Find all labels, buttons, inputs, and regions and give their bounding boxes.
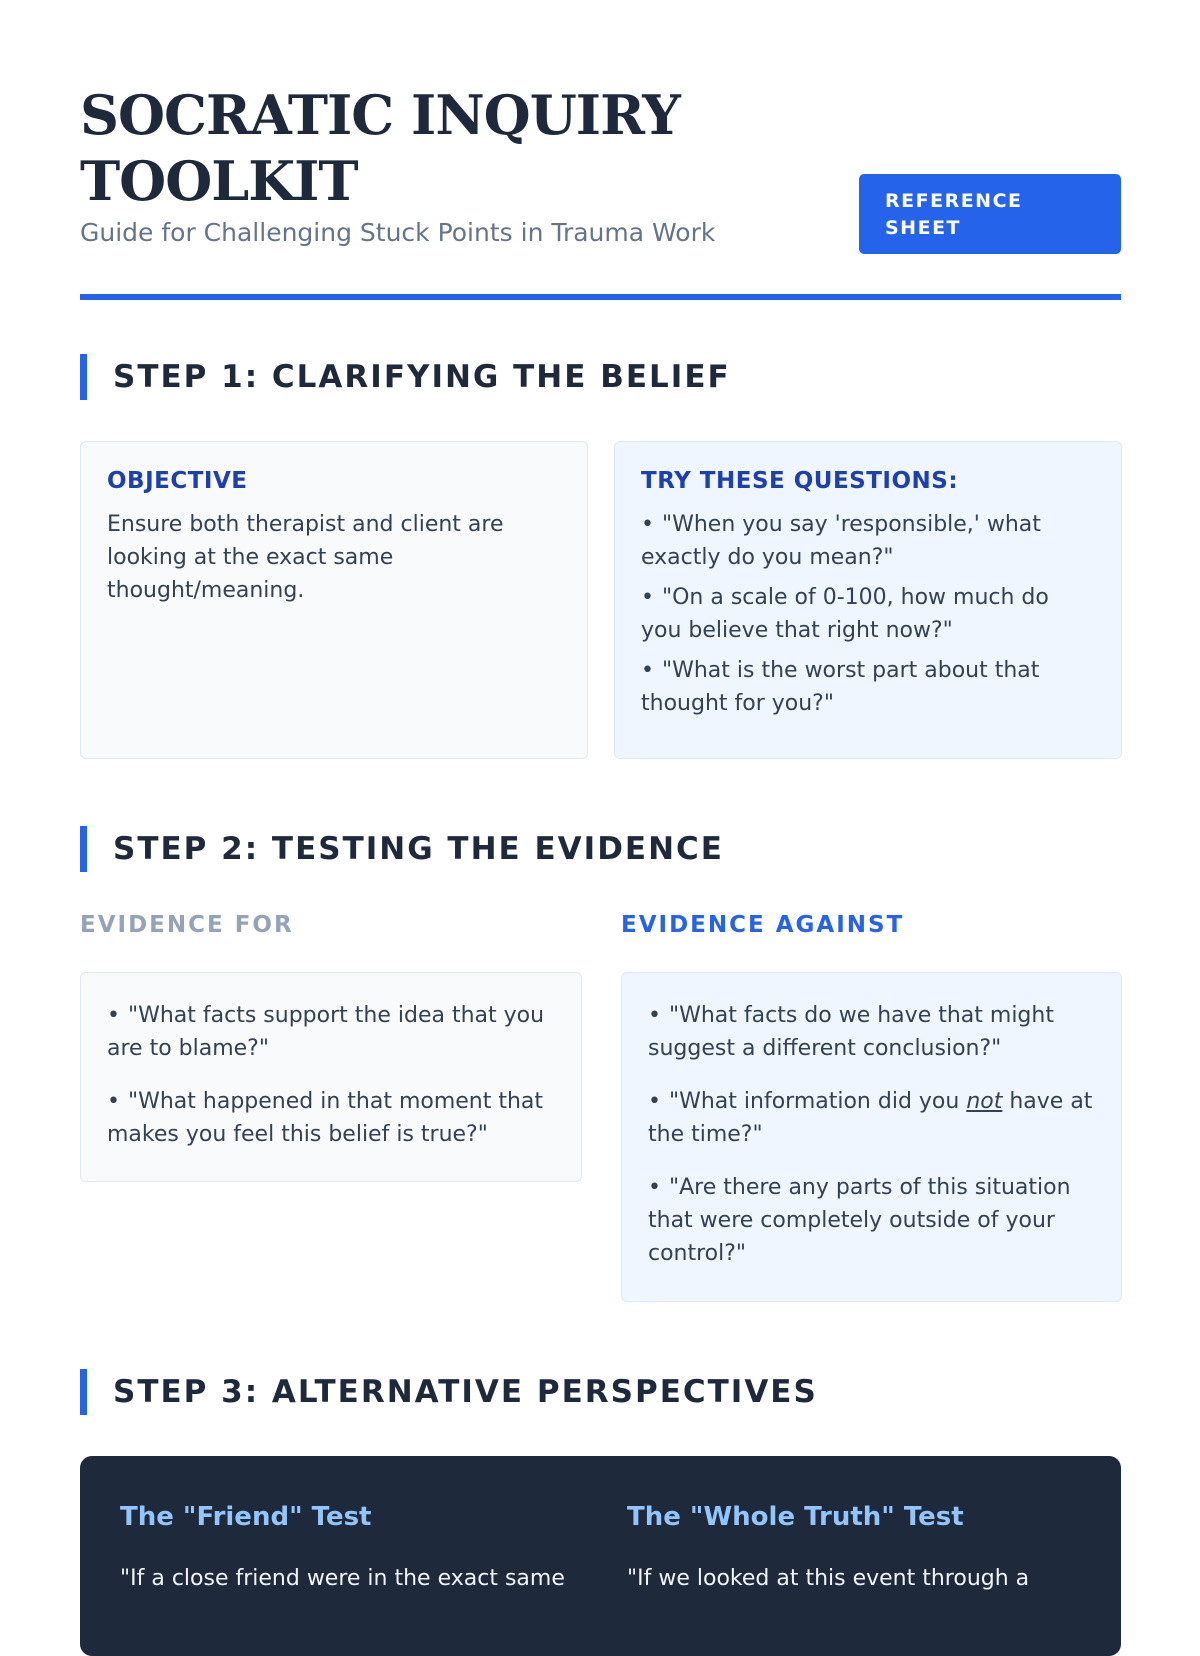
objective-heading: OBJECTIVE <box>107 468 248 494</box>
reference-sheet-badge: REFERENCE SHEET <box>859 174 1121 254</box>
evidence-against-card <box>621 972 1122 1302</box>
header-divider <box>80 294 1121 300</box>
evidence-for-item: • "What happened in that moment that makes you feel this belief is true?" <box>107 1085 555 1151</box>
question-item: • "When you say 'responsible,' what exactly do you mean?" <box>641 508 1095 574</box>
friend-test-title: The "Friend" Test <box>120 1502 372 1532</box>
questions-heading: TRY THESE QUESTIONS: <box>641 468 959 494</box>
emphasis-prefix: "What information did you <box>668 1089 967 1114</box>
evidence-against-label: EVIDENCE AGAINST <box>621 912 905 938</box>
whole-truth-test-title: The "Whole Truth" Test <box>627 1502 964 1532</box>
whole-truth-test-text: "If we looked at this event through a <box>627 1566 1030 1591</box>
evidence-against-item <box>648 1085 1095 1151</box>
questions-card <box>614 441 1122 759</box>
objective-card <box>80 441 588 759</box>
page-subtitle: Guide for Challenging Stuck Points in Trauma Work <box>80 218 716 247</box>
objective-text: Ensure both therapist and client are looking at the exact same thought/meaning. <box>107 512 504 603</box>
evidence-against-item: • "What facts do we have that might suggest a different conclusion?" <box>648 999 1095 1065</box>
emphasis-suffix: have at the time?" <box>648 1089 1093 1147</box>
friend-test-text: "If a close friend were in the exact same <box>120 1566 565 1591</box>
step-1-heading: STEP 1: CLARIFYING THE BELIEF <box>80 354 731 400</box>
evidence-for-item: • "What facts support the idea that you are to blame?" <box>107 999 555 1065</box>
alternative-perspectives-panel <box>80 1456 1121 1656</box>
page-title: SOCRATIC INQUIRY TOOLKIT <box>80 83 680 213</box>
evidence-against-item: • "Are there any parts of this situation that were completely outside of your control?" <box>648 1171 1095 1270</box>
step-3-heading: STEP 3: ALTERNATIVE PERSPECTIVES <box>80 1369 818 1415</box>
evidence-for-label: EVIDENCE FOR <box>80 912 294 938</box>
question-item: • "On a scale of 0-100, how much do you believe that right now?" <box>641 581 1095 647</box>
question-item: • "What is the worst part about that thought for you?" <box>641 654 1095 720</box>
emphasis-word: not <box>966 1089 1003 1114</box>
evidence-for-card <box>80 972 582 1182</box>
step-2-heading: STEP 2: TESTING THE EVIDENCE <box>80 826 724 872</box>
